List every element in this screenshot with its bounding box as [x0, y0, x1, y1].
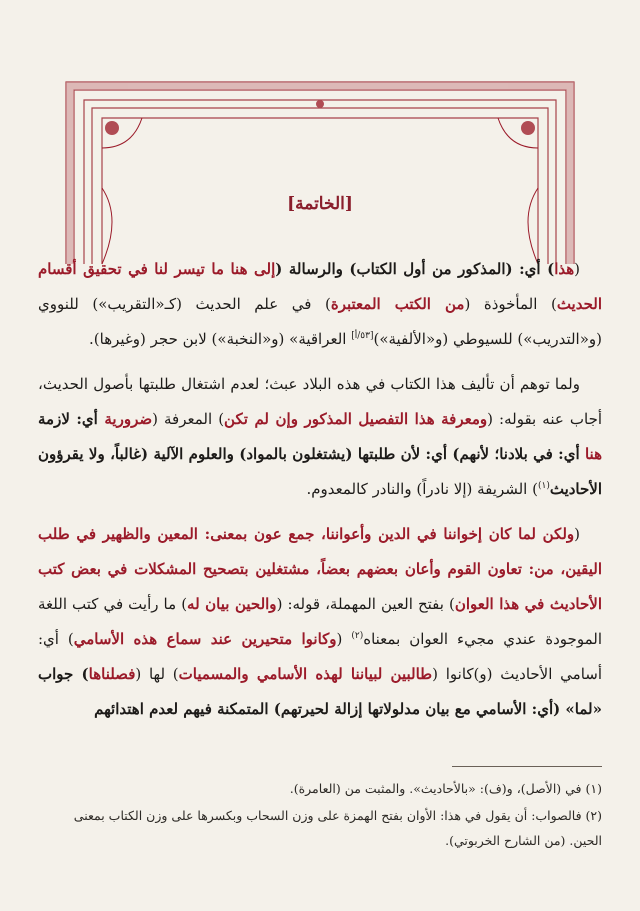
text-run: فصلناها — [88, 665, 136, 683]
text-run: ولكن لما كان إخواننا في الدين وأعواننا، جمع عون بمعنى: المعين والظهير في طلب اليقين، من: تعاون القوم وأعان بعضهم بعضاً، مشتغلين بتصحيح المشكلات في بعض كتب الأحاديث في هذا العوان — [38, 525, 602, 613]
text-run: ضرورية — [104, 410, 153, 428]
chapter-heading: [الخاتمة] — [287, 194, 353, 214]
text-run: ( — [336, 630, 352, 648]
paragraph-1 — [38, 252, 602, 357]
text-run: (٢) — [351, 631, 364, 641]
footnote-separator — [452, 766, 602, 767]
text-run: ) في علم الحديث (كـ«التقريب») للنووي (و«التدريب») للسيوطي (و«الألفية») — [38, 295, 602, 348]
ornamental-header-frame — [62, 78, 578, 268]
footnote-1: (١) في (الأصل)، و(ف): «بالأحاديث». والمثبت من (العامرة). — [289, 781, 602, 796]
text-run: طالبين لبياننا لهذه الأسامي والمسميات — [178, 665, 433, 683]
text-run: هذا — [554, 260, 575, 278]
footnote-2: (٢) فالصواب: أن يقول في هذا: الأوان بفتح الهمزة على وزن السحاب وبكسرها على وزن الكتاب بمعنى الحين. (من الشارح الخربوتي). — [73, 808, 602, 848]
text-run: وكانوا متحيرين عند سماع هذه الأسامي — [73, 630, 337, 648]
paragraph-2 — [38, 367, 602, 507]
text-run: ) المعرفة ( — [152, 410, 225, 428]
text-run: والحين بيان له — [187, 595, 277, 613]
text-run: ) الشريفة (إلا نادراً) والنادر كالمعدوم. — [306, 480, 538, 498]
text-run: ) لها ( — [135, 665, 179, 683]
text-run: إلى هنا ما تيسر لنا في تحقيق أقسام الحديث — [38, 260, 603, 313]
text-run: ) بفتح العين المهملة، قوله: ( — [276, 595, 455, 613]
text-run: ولما توهم أن تأليف هذا الكتاب في هذه البلاد عبث؛ لعدم اشتغال طلبتها بأصول الحديث، أجاب عنه بقوله: ( — [38, 375, 603, 428]
text-run: ) أي: أسامي الأحاديث (و)كانوا ( — [38, 630, 602, 683]
text-run: [٥٣/أ] — [351, 331, 374, 341]
text-run: ومعرفة هذا التفصيل المذكور وإن لم تكن — [224, 410, 488, 428]
text-run: أي: في بلادنا؛ لأنهم) أي: لأن طلبتها (يشتغلون بالمواد) والعلوم الآلية (غالباً، ولا يقرؤون الأحاديث — [38, 445, 602, 498]
text-run: ( — [574, 525, 580, 543]
text-run: ) جواب «لما» (أي: الأسامي مع بيان مدلولاتها إزالة لحيرتهم) المتمكنة فيهم لعدم اهتدائهم — [38, 665, 602, 718]
text-run: ) المأخوذة ( — [464, 295, 557, 313]
text-run: من الكتب المعتبرة — [330, 295, 465, 313]
footnotes — [38, 776, 602, 855]
text-run: (١) — [537, 481, 550, 491]
text-run: ) أي: (المذكور من أول الكتاب) والرسالة ( — [275, 260, 555, 278]
text-run: ( — [574, 260, 580, 278]
text-run: ) ما رأيت في كتب اللغة الموجودة عندي مجيء العوان بمعناه — [38, 595, 602, 648]
text-run: هنا — [584, 445, 602, 463]
text-run: أي: لازمة — [38, 410, 105, 428]
main-text — [38, 252, 602, 727]
paragraph-3 — [38, 517, 602, 727]
text-run: العراقية» (و«النخبة») لابن حجر (وغيرها). — [89, 330, 352, 348]
